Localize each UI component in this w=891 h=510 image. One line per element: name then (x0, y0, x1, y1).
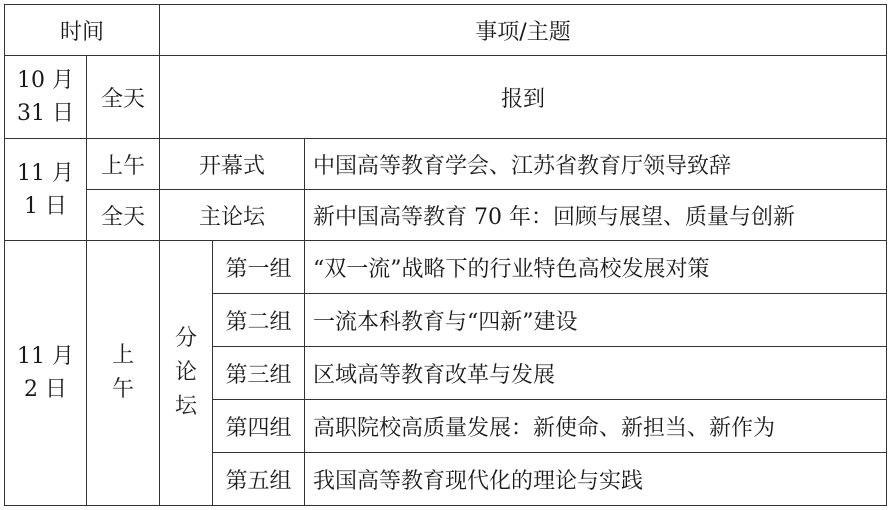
topic-cell: 新中国高等教育 70 年：回顾与展望、质量与创新 (305, 190, 887, 241)
row-nov1-allday (5, 190, 887, 241)
forum-char: 论 (175, 359, 198, 385)
date-month: 11 月 (17, 160, 74, 186)
date-day: 1 日 (24, 193, 67, 219)
topic-cell: 中国高等教育学会、江苏省教育厅领导致辞 (305, 139, 887, 190)
group-name: 第三组 (213, 347, 305, 400)
date-day: 31 日 (17, 101, 74, 126)
period-cell (87, 241, 160, 506)
date-cell (5, 139, 87, 241)
forum-char: 坛 (175, 394, 198, 420)
group-name: 第二组 (213, 294, 305, 347)
period-cell: 全天 (87, 190, 160, 241)
event-cell: 开幕式 (160, 139, 305, 190)
period-char: 上 (112, 342, 135, 368)
header-row (5, 5, 887, 56)
schedule-table (4, 4, 887, 506)
row-nov1-morning (5, 139, 887, 190)
group-name: 第四组 (213, 400, 305, 453)
period-cell: 全天 (87, 56, 160, 139)
period-cell: 上午 (87, 139, 160, 190)
date-month: 11 月 (17, 344, 74, 369)
group-name: 第五组 (213, 453, 305, 506)
group-topic: 我国高等教育现代化的理论与实践 (305, 453, 887, 506)
forum-cell (160, 241, 213, 506)
row-nov2-group1 (5, 241, 887, 294)
date-cell (5, 56, 87, 139)
date-day: 2 日 (24, 377, 67, 402)
group-topic: 高职院校高质量发展：新使命、新担当、新作为 (305, 400, 887, 453)
event-cell: 主论坛 (160, 190, 305, 241)
forum-char: 分 (175, 325, 198, 351)
group-topic: 区域高等教育改革与发展 (305, 347, 887, 400)
header-time: 时间 (5, 5, 160, 56)
group-topic: “双一流”战略下的行业特色高校发展对策 (305, 241, 887, 294)
period-char: 午 (112, 377, 135, 402)
date-cell (5, 241, 87, 506)
group-name: 第一组 (213, 241, 305, 294)
topic-cell: 报到 (160, 56, 887, 139)
date-month: 10 月 (17, 68, 74, 93)
row-oct31 (5, 56, 887, 139)
group-topic: 一流本科教育与“四新”建设 (305, 294, 887, 347)
header-topic: 事项/主题 (160, 5, 887, 56)
